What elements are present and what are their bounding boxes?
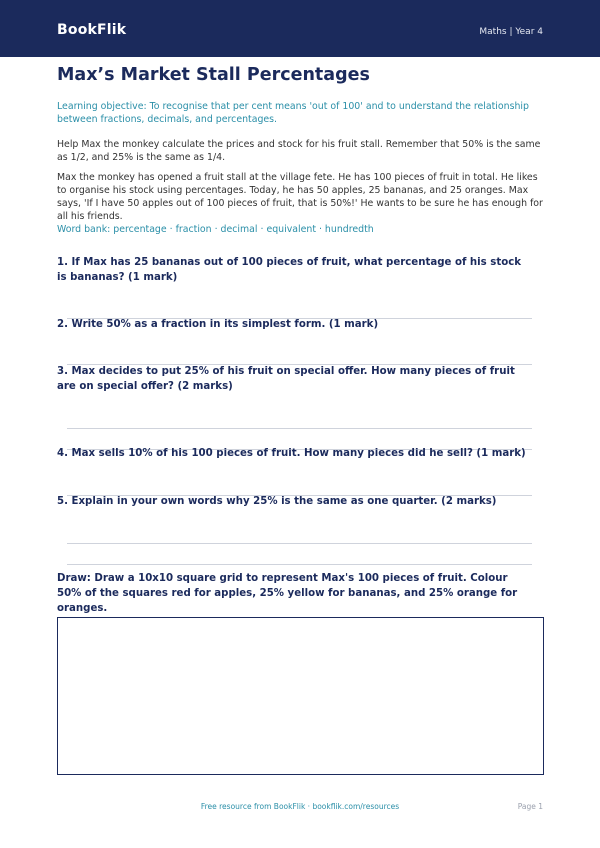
- story-text: Max the monkey has opened a fruit stall at the village fete. He has 100 pieces of fruit in total. He likes to organise his stock using percentages. Today, he has 50 apples, 25 bananas, and 25 oranges. Max says, 'If I have 50 apples out of 100 pieces of fruit, that is 50%!' He wants to be sure he has enough for all his friends.: [57, 172, 543, 222]
- brand-logo: BookFlik: [57, 22, 127, 38]
- draw-task: Draw: Draw a 10x10 square grid to represent Max's 100 pieces of fruit. Colour 50% of the squares red for apples, 25% yellow for bananas, and 25% orange for oranges.: [57, 573, 518, 614]
- question-4: 4. Max sells 10% of his 100 pieces of fruit. How many pieces did he sell? (1 mark): [57, 448, 526, 459]
- page-title: Max’s Market Stall Percentages: [57, 65, 370, 85]
- drawing-box[interactable]: [57, 617, 544, 775]
- page-number: Page 1: [517, 802, 543, 811]
- answer-line[interactable]: [67, 543, 532, 544]
- intro-text: Help Max the monkey calculate the prices and stock for his fruit stall. Remember that 50% is the same as 1/2, and 25% is the same as 1/4.: [57, 139, 541, 163]
- question-1: 1. If Max has 25 bananas out of 100 pieces of fruit, what percentage of his stock is bananas? (1 mark): [57, 257, 522, 283]
- answer-line[interactable]: [67, 428, 532, 429]
- answer-line[interactable]: [67, 564, 532, 565]
- learning-objective: Learning objective: To recognise that per cent means 'out of 100' and to understand the relationship between fractions, decimals, and percentages.: [57, 101, 529, 125]
- question-5: 5. Explain in your own words why 25% is the same as one quarter. (2 marks): [57, 496, 497, 507]
- page-header: [0, 0, 600, 57]
- word-bank: Word bank: percentage · fraction · decimal · equivalent · hundredth: [57, 224, 374, 235]
- footer-credit: Free resource from BookFlik · bookflik.com/resources: [200, 802, 400, 811]
- question-2: 2. Write 50% as a fraction in its simplest form. (1 mark): [57, 319, 379, 330]
- subject-level: Maths | Year 4: [479, 27, 543, 37]
- question-3: 3. Max decides to put 25% of his fruit on special offer. How many pieces of fruit are on special offer? (2 marks): [57, 366, 515, 392]
